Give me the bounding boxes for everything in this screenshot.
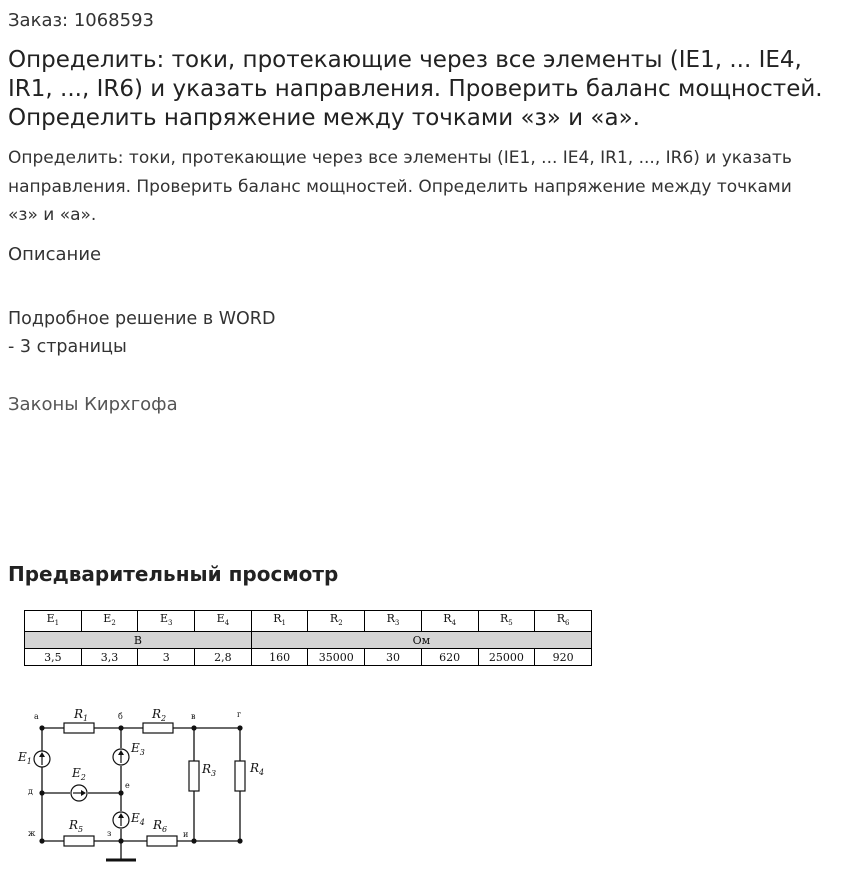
source-e1 [34,751,50,767]
resistor-r1 [64,723,94,733]
circuit-diagram [14,700,284,870]
label-r1: $R_1$ [74,707,89,723]
source-e3 [113,749,129,765]
order-number: Заказ: 1068593 [8,10,154,31]
label-r2: $R_2$ [152,707,167,723]
table-values-row [25,649,592,666]
label-r5: $R_5$ [69,818,84,834]
resistor-r3 [189,761,199,791]
label-e3: $E_3$ [131,741,145,757]
unit-cell-volts: В [25,632,252,649]
description-section-label: Описание [8,244,102,265]
parameters-table [24,610,592,666]
source-e4 [113,812,129,828]
value-cell: 25000 [478,649,535,666]
node-label-z: з [107,829,112,838]
solution-format-text: Подробное решение в WORD [8,309,276,329]
label-r3: $R_3$ [202,762,217,778]
value-cell: 920 [535,649,592,666]
header-cell: $R_5$ [478,611,535,632]
preview-heading: Предварительный просмотр [8,562,339,586]
value-cell: 35000 [308,649,365,666]
node-label-a: а [34,712,39,721]
value-cell: 3,5 [25,649,82,666]
header-cell: $R_1$ [251,611,308,632]
node-label-g: г [237,710,242,719]
header-cell: $R_6$ [535,611,592,632]
label-e2: $E_2$ [72,766,86,782]
label-r6: $R_6$ [153,818,168,834]
page-count-text: - 3 страницы [8,337,127,357]
node-label-i: и [183,830,189,839]
label-e1: $E_1$ [18,750,32,766]
unit-cell-ohms: Ом [251,632,591,649]
value-cell: 2,8 [195,649,252,666]
header-cell: $E_2$ [81,611,138,632]
label-e4: $E_4$ [131,811,145,827]
table-units-row [25,632,592,649]
header-cell: $R_2$ [308,611,365,632]
value-cell: 3,3 [81,649,138,666]
source-e2 [71,785,87,801]
node-label-e: е [125,781,130,790]
resistor-r2 [143,723,173,733]
component-labels [17,707,264,834]
header-cell: $E_1$ [25,611,82,632]
table-header-row [25,611,592,632]
value-cell: 30 [365,649,422,666]
resistor-r5 [64,836,94,846]
node-label-zh: ж [28,829,36,838]
node-label-d: д [28,787,33,796]
topic-link[interactable]: Законы Кирхгофа [8,394,178,415]
value-cell: 620 [421,649,478,666]
node-label-v: в [191,712,196,721]
label-r4: $R_4$ [250,761,265,777]
value-cell: 3 [138,649,195,666]
header-cell: $E_3$ [138,611,195,632]
resistor-r6 [147,836,177,846]
node-label-b: б [118,712,123,721]
resistor-r4 [235,761,245,791]
task-description: Определить: токи, протекающие через все элементы (IE1, ... IE4, IR1, ..., IR6) и указать направления. Проверить баланс мощностей. Определить напряжение между точками «з» и «а». [8,148,792,225]
header-cell: $R_4$ [421,611,478,632]
header-cell: $E_4$ [195,611,252,632]
page-title: Определить: токи, протекающие через все элементы (IE1, ... IE4, IR1, ..., IR6) и указать направления. Проверить баланс мощностей. Определить напряжение между точками «з» и «а». [8,47,823,131]
header-cell: $R_3$ [365,611,422,632]
value-cell: 160 [251,649,308,666]
